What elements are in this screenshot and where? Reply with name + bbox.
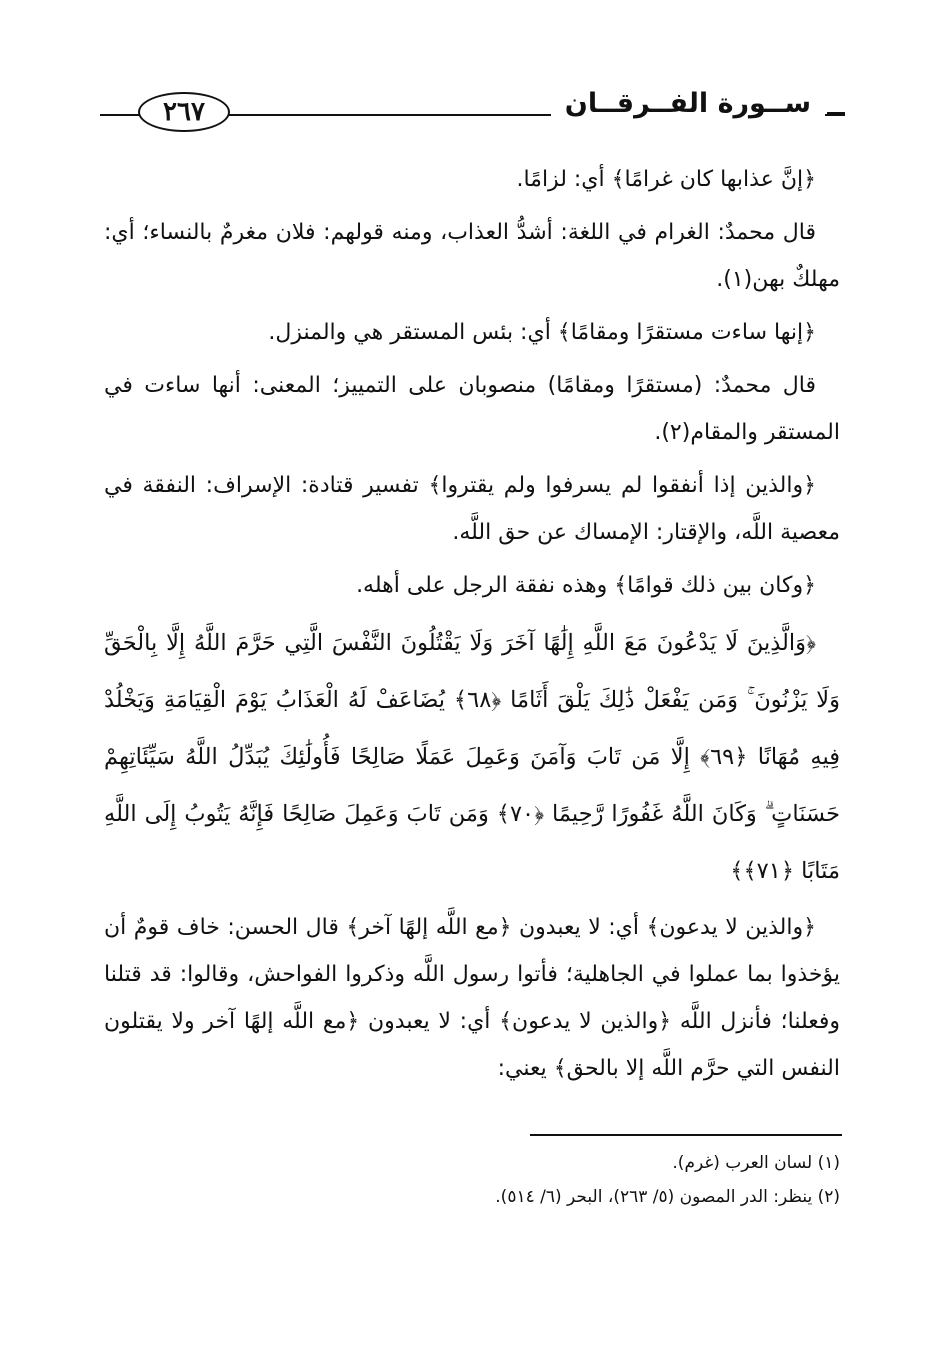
footnote: (٢) ينظر: الدر المصون (٥/ ٢٦٣)، البحر (٦/ ٥١٤).	[495, 1187, 840, 1207]
surah-title: ســورة الفــرقــان	[551, 86, 825, 122]
quran-verses: ﴿وَالَّذِينَ لَا يَدْعُونَ مَعَ اللَّهِ إِلَٰهًا آخَرَ وَلَا يَقْتُلُونَ النَّفْسَ الَّتِي حَرَّمَ اللَّهُ إِلَّا بِالْحَقِّ وَلَا يَزْنُونَ ۚ وَمَن يَفْعَلْ ذَٰلِكَ يَلْقَ أَثَامًا ﴿٦٨﴾ يُضَاعَفْ لَهُ الْعَذَابُ يَوْمَ الْقِيَامَةِ وَيَخْلُدْ فِيهِ مُهَانًا ﴿٦٩﴾ إِلَّا مَن تَابَ وَآمَنَ وَعَمِلَ عَمَلًا صَالِحًا فَأُولَٰئِكَ يُبَدِّلُ اللَّهُ سَيِّئَاتِهِمْ حَسَنَاتٍ ۗ وَكَانَ اللَّهُ غَفُورًا رَّحِيمًا ﴿٧٠﴾ وَمَن تَابَ وَعَمِلَ صَالِحًا فَإِنَّهُ يَتُوبُ إِلَى اللَّهِ مَتَابًا ﴿٧١﴾﴾	[104, 630, 840, 884]
page-number: ٢٦٧	[163, 97, 205, 127]
closing-paragraph: ﴿والذين لا يدعون﴾ أي: لا يعبدون ﴿مع اللَّه إلهًا آخر﴾ قال الحسن: خاف قومٌ أن يؤخذوا بما عملوا في الجاهلية؛ فأتوا رسول اللَّه وذكروا الفواحش، وقالوا: قد قتلنا وفعلنا؛ فأنزل اللَّه ﴿والذين لا يدعون﴾ أي: لا يعبدون ﴿مع اللَّه إلهًا آخر ولا يقتلون النفس التي حرَّم اللَّه إلا بالحق﴾ يعني:	[104, 915, 840, 1081]
page-number-oval	[138, 92, 230, 132]
footnote-rule	[530, 1134, 842, 1136]
paragraph: ﴿والذين إذا أنفقوا لم يسرفوا ولم يقتروا﴾ تفسير قتادة: الإسراف: النفقة في معصية اللَّه، والإقتار: الإمساك عن حق اللَّه.	[104, 473, 840, 545]
footnote: (١) لسان العرب (غرم).	[672, 1153, 840, 1173]
paragraph: ﴿وكان بين ذلك قوامًا﴾ وهذه نفقة الرجل على أهله.	[356, 573, 816, 598]
paragraph: ﴿إنها ساءت مستقرًا ومقامًا﴾ أي: بئس المستقر هي والمنزل.	[268, 320, 816, 345]
paragraph: قال محمدٌ: (مستقرًا ومقامًا) منصوبان على التمييز؛ المعنى: أنها ساءت في المستقر والمقام(٢).	[104, 373, 840, 445]
header-dash	[827, 112, 845, 115]
paragraph: ﴿إنَّ عذابها كان غرامًا﴾ أي: لزامًا.	[516, 167, 816, 192]
page-body	[104, 156, 840, 1098]
page-header	[100, 88, 845, 136]
paragraph: قال محمدٌ: الغرام في اللغة: أشدُّ العذاب، ومنه قولهم: فلان مغرمٌ بالنساء؛ أي: مهلكٌ بهن(١).	[104, 220, 840, 292]
footnotes	[104, 1146, 840, 1214]
